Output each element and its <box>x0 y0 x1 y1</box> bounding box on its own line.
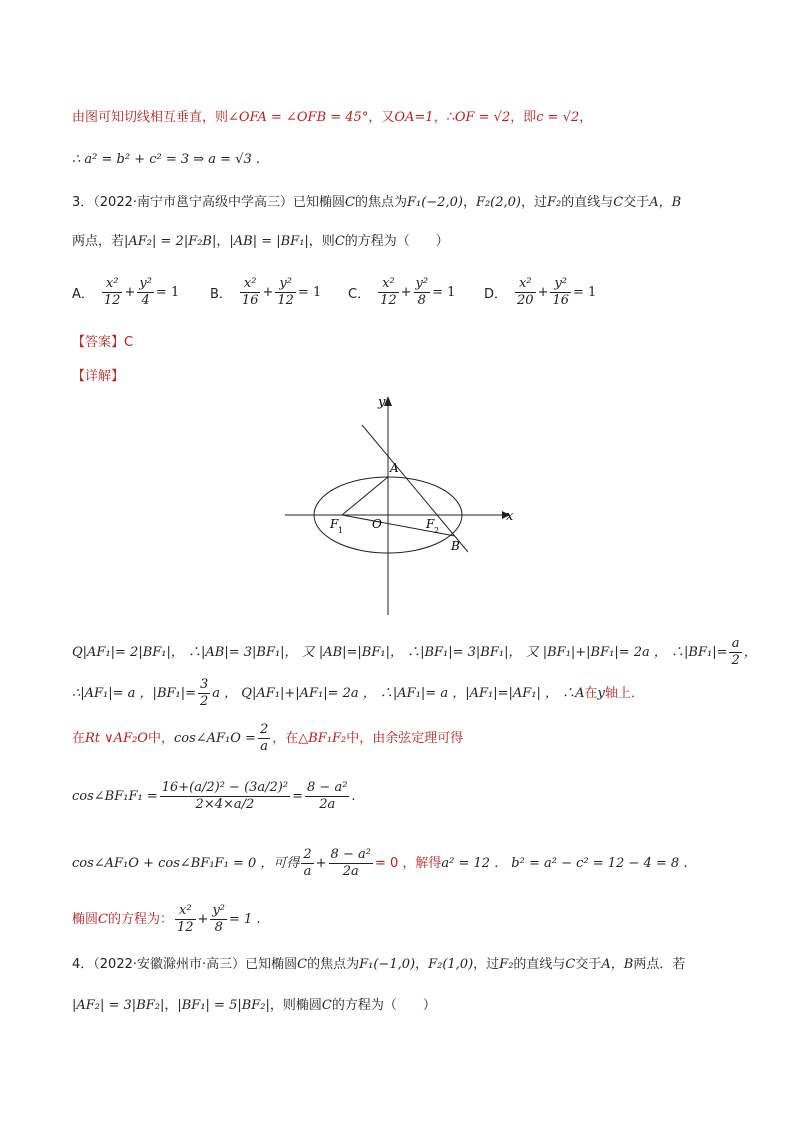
prev-of: OF = √2 <box>454 110 511 125</box>
detail-label: 【详解】 <box>72 369 125 384</box>
q4-text-c: ，过 <box>473 957 500 972</box>
solution-line-3 <box>72 722 734 755</box>
q3-source: （2022·南宁市邕宁高级中学高三） <box>93 195 293 210</box>
q4-text-f: 两点．若 <box>633 957 686 972</box>
x-label: x <box>506 509 514 524</box>
point-b-label: B <box>451 539 460 553</box>
q4-cond1: |AF₂| = 3|BF₂| <box>72 998 165 1013</box>
fraction <box>729 636 741 669</box>
frac-den: 8 <box>214 920 223 935</box>
fraction <box>275 276 296 309</box>
fraction <box>550 276 571 309</box>
q3-sep2: ， <box>216 234 230 249</box>
q4-text-a: 已知椭圆 <box>245 957 298 972</box>
sol4-eq: = <box>292 789 304 804</box>
q4-sep1: ， <box>415 957 429 972</box>
sol5-text-a: cos∠AF₁O + cos∠BF₁F₁ = 0 ，可得 <box>72 856 300 871</box>
solution-line-4 <box>72 780 734 813</box>
q3-option-c[interactable]: C． $\frac{\text{x²}}{12}$ + $\frac{\text{y²}}{8}$ = 1 <box>348 276 456 308</box>
prev-solution-line-2: ∴ a² = b² + c² = 3 ⇒ a = √3 . <box>72 152 261 167</box>
f1-label: F <box>330 517 339 531</box>
sol6-text-b: 的方程为： <box>107 912 173 927</box>
q4-ab: A，B <box>601 957 634 972</box>
q4-source: （2022·安徽滁州市·高三） <box>93 957 246 972</box>
fraction <box>258 722 270 755</box>
q3-cond1: |AF₂| = 2|F₂B| <box>124 234 217 249</box>
q3-stem-line-1 <box>72 193 734 213</box>
y-label: y <box>378 395 386 410</box>
sol2-y: y <box>597 686 605 701</box>
prev-text-e: ， <box>579 110 593 125</box>
eq-tail: = 1 <box>297 285 322 300</box>
fraction <box>198 677 210 710</box>
f2-label: F <box>426 517 435 531</box>
q4-sep2: ， <box>164 998 178 1013</box>
q3-cond2: |AB| = |BF₁| <box>229 234 309 249</box>
fraction <box>378 276 399 309</box>
sol3-tri: △BF₁F₂ <box>298 731 347 746</box>
option-label: D． <box>484 287 508 302</box>
sol2-text-d: 轴上． <box>604 686 644 701</box>
q3-c-var: C <box>345 195 355 210</box>
sol4-end: . <box>351 789 356 804</box>
q3-option-a[interactable]: A． $\frac{\text{x²}}{12}$ + $\frac{\text{y²}}{4}$ = 1 <box>72 276 180 308</box>
q3-f2b: F₂ <box>547 195 562 210</box>
solution-line-2 <box>72 677 734 710</box>
ellipse-diagram <box>280 390 520 620</box>
prev-text-d: ，即 <box>510 110 537 125</box>
prev-angle-math: ∠OFA = ∠OFB = 45° <box>228 110 369 125</box>
option-label: B． <box>210 287 232 302</box>
prev-oa: OA=1 <box>394 110 434 125</box>
solution-line-6 <box>72 903 734 936</box>
q3-line2-a: 两点，若 <box>72 234 125 249</box>
fraction <box>240 276 261 309</box>
fraction <box>305 780 349 813</box>
q3-stem-line-2 <box>72 232 734 252</box>
frac-den: 2a <box>319 797 336 812</box>
prev-solution-line-1 <box>72 108 734 128</box>
prev-text-a: 由图可知切线相互垂直，则 <box>72 110 229 125</box>
sol1-end: ， <box>743 645 757 660</box>
option-label: A． <box>72 287 94 302</box>
q3-text-e: 交于 <box>623 195 650 210</box>
f1-sub: 1 <box>338 526 344 535</box>
sol2-text-c: 在 <box>584 686 598 701</box>
frac-num: y² <box>212 903 225 918</box>
q3-c-var-2: C <box>613 195 624 210</box>
frac-den: 12 <box>277 293 294 308</box>
sol2-text-a: ∴|AF₁|= a ，|BF₁|= <box>72 686 196 701</box>
frac-num: 2 <box>303 847 312 862</box>
q4-cond2: |BF₁| = 5|BF₂| <box>177 998 270 1013</box>
plus: + <box>315 856 327 871</box>
frac-num: 16+(a/2)² − (3a/2)² <box>161 780 289 795</box>
frac-num: 2 <box>259 722 269 737</box>
frac-den: 2×4×a/2 <box>195 797 255 812</box>
fraction <box>414 276 431 309</box>
q3-c-var-3: C <box>334 234 345 249</box>
frac-den: 20 <box>517 293 534 308</box>
frac-den: 4 <box>141 293 150 308</box>
q3-f1: F₁(−2,0) <box>406 195 463 210</box>
frac-den: 8 <box>417 293 426 308</box>
sol3-text-d: 中，由余弦定理可得 <box>346 731 464 746</box>
frac-num: x² <box>515 276 536 293</box>
frac-den: 2 <box>731 653 740 668</box>
sol1-text: Q|AF₁|= 2|BF₁|， ∴|AB|= 3|BF₁|， 又 |AB|=|BF₁|， ∴|BF₁|= 3|BF₁|， 又 |BF₁|+|BF₁|= 2a ， ∴|BF₁|= <box>72 645 728 660</box>
line-through-f2 <box>362 425 468 552</box>
sol6-end: = 1 . <box>229 912 261 927</box>
solution-line-5 <box>72 847 734 880</box>
q3-line2-b: ，则 <box>308 234 335 249</box>
sol6-text-a: 椭圆 <box>72 912 99 927</box>
fraction <box>515 276 536 309</box>
origin-label: O <box>372 517 382 531</box>
q3-text-b: 的焦点为 <box>354 195 407 210</box>
q3-f2: F₂(2,0) <box>475 195 522 210</box>
prev-text-b: ，又 <box>368 110 395 125</box>
frac-den: 2 <box>200 694 209 709</box>
option-label: C． <box>348 287 371 302</box>
sol6-c-var: C <box>98 912 108 927</box>
frac-den: 16 <box>241 293 259 308</box>
q4-text-e: 交于 <box>575 957 602 972</box>
q3-option-d[interactable]: D． $\frac{\text{x²}}{20}$ + $\frac{\text{y²}}{16}$ = 1 <box>484 276 597 308</box>
frac-num: 8 − a² <box>307 780 348 795</box>
frac-den: 12 <box>380 293 397 308</box>
prev-cval: c = √2 <box>536 110 580 125</box>
plus: + <box>197 912 209 927</box>
frac-den: a <box>260 739 268 754</box>
q4-text-d: 的直线与 <box>513 957 566 972</box>
answer-value: C <box>124 335 134 350</box>
frac-num: x² <box>378 276 399 293</box>
answer-line <box>72 333 734 353</box>
frac-den: 16 <box>552 293 570 308</box>
fraction <box>137 276 154 309</box>
prev-text-c: ，∴ <box>433 110 455 125</box>
q3-line2-c: 的方程为（ ） <box>344 234 449 249</box>
q3-text-c: ，过 <box>521 195 548 210</box>
frac-den: a <box>303 864 312 879</box>
solution-line-1 <box>72 636 757 669</box>
frac-den: 12 <box>103 293 121 308</box>
fraction <box>301 847 313 880</box>
sol3-text-c: ，在 <box>272 731 299 746</box>
eq-tail: = 1 <box>155 285 180 300</box>
frac-num: x² <box>175 903 196 920</box>
sol5-text-b: = 0 ，解得 <box>374 856 442 871</box>
fraction <box>102 276 123 309</box>
eq-tail: = 1 <box>573 285 597 300</box>
q4-stem-line-1 <box>72 955 734 975</box>
q3-text-a: 已知椭圆 <box>293 195 346 210</box>
f2-sub: 2 <box>434 526 440 535</box>
frac-num: 3 <box>200 677 209 692</box>
fraction <box>160 780 290 813</box>
frac-num: y² <box>139 276 152 291</box>
frac-num: y² <box>275 276 296 293</box>
q3-option-b[interactable]: B． $\frac{\text{x²}}{16}$ + $\frac{\text{y²}}{12}$ = 1 <box>210 276 322 308</box>
q4-stem-line-2 <box>72 996 734 1016</box>
sol3-rt: Rt ∨AF₂O <box>85 731 148 746</box>
q3-sep1: ， <box>462 195 476 210</box>
sol2-a-var: A <box>575 686 585 701</box>
q4-c-var-2: C <box>565 957 576 972</box>
q4-line2-b: ，则椭圆 <box>269 998 322 1013</box>
q4-f2: F₂(1,0) <box>428 957 474 972</box>
frac-num: x² <box>102 276 123 293</box>
q4-f1: F₁(−1,0) <box>359 957 416 972</box>
frac-num: y² <box>550 276 571 293</box>
sol4-cos: cos∠BF₁F₁ = <box>72 789 158 804</box>
q3-ab: A，B <box>649 195 682 210</box>
q4-c-var-3: C <box>321 998 332 1013</box>
frac-num: x² <box>240 276 261 293</box>
fraction <box>329 847 373 880</box>
sol3-text-a: 在 <box>72 731 86 746</box>
frac-den: 2a <box>342 864 359 879</box>
fraction <box>175 903 196 936</box>
sol5-text-c: a² = 12 ． b² = a² − c² = 12 − 4 = 8 ． <box>441 856 697 871</box>
point-a-label: A <box>390 461 399 475</box>
answer-label: 【答案】 <box>72 335 125 350</box>
eq-tail: = 1 <box>432 285 456 300</box>
q4-c-var: C <box>297 957 308 972</box>
sol3-text-b: 中， <box>147 731 174 746</box>
fraction <box>210 903 227 936</box>
q3-text-d: 的直线与 <box>561 195 614 210</box>
sol3-cos: cos∠AF₁O = <box>173 731 256 746</box>
frac-num: y² <box>415 276 429 291</box>
q4-number: 4． <box>72 957 94 972</box>
q4-text-b: 的焦点为 <box>307 957 360 972</box>
frac-num: 8 − a² <box>330 847 371 862</box>
q3-number: 3． <box>72 195 94 210</box>
q4-line2-c: 的方程为（ ） <box>331 998 436 1013</box>
q4-f2b: F₂ <box>499 957 514 972</box>
frac-num: a <box>729 636 741 653</box>
sol2-text-b: a ， Q|AF₁|+|AF₁|= 2a ， ∴|AF₁|= a ，|AF₁|=|AF₁| ， ∴ <box>212 686 576 701</box>
frac-den: 12 <box>176 920 194 935</box>
